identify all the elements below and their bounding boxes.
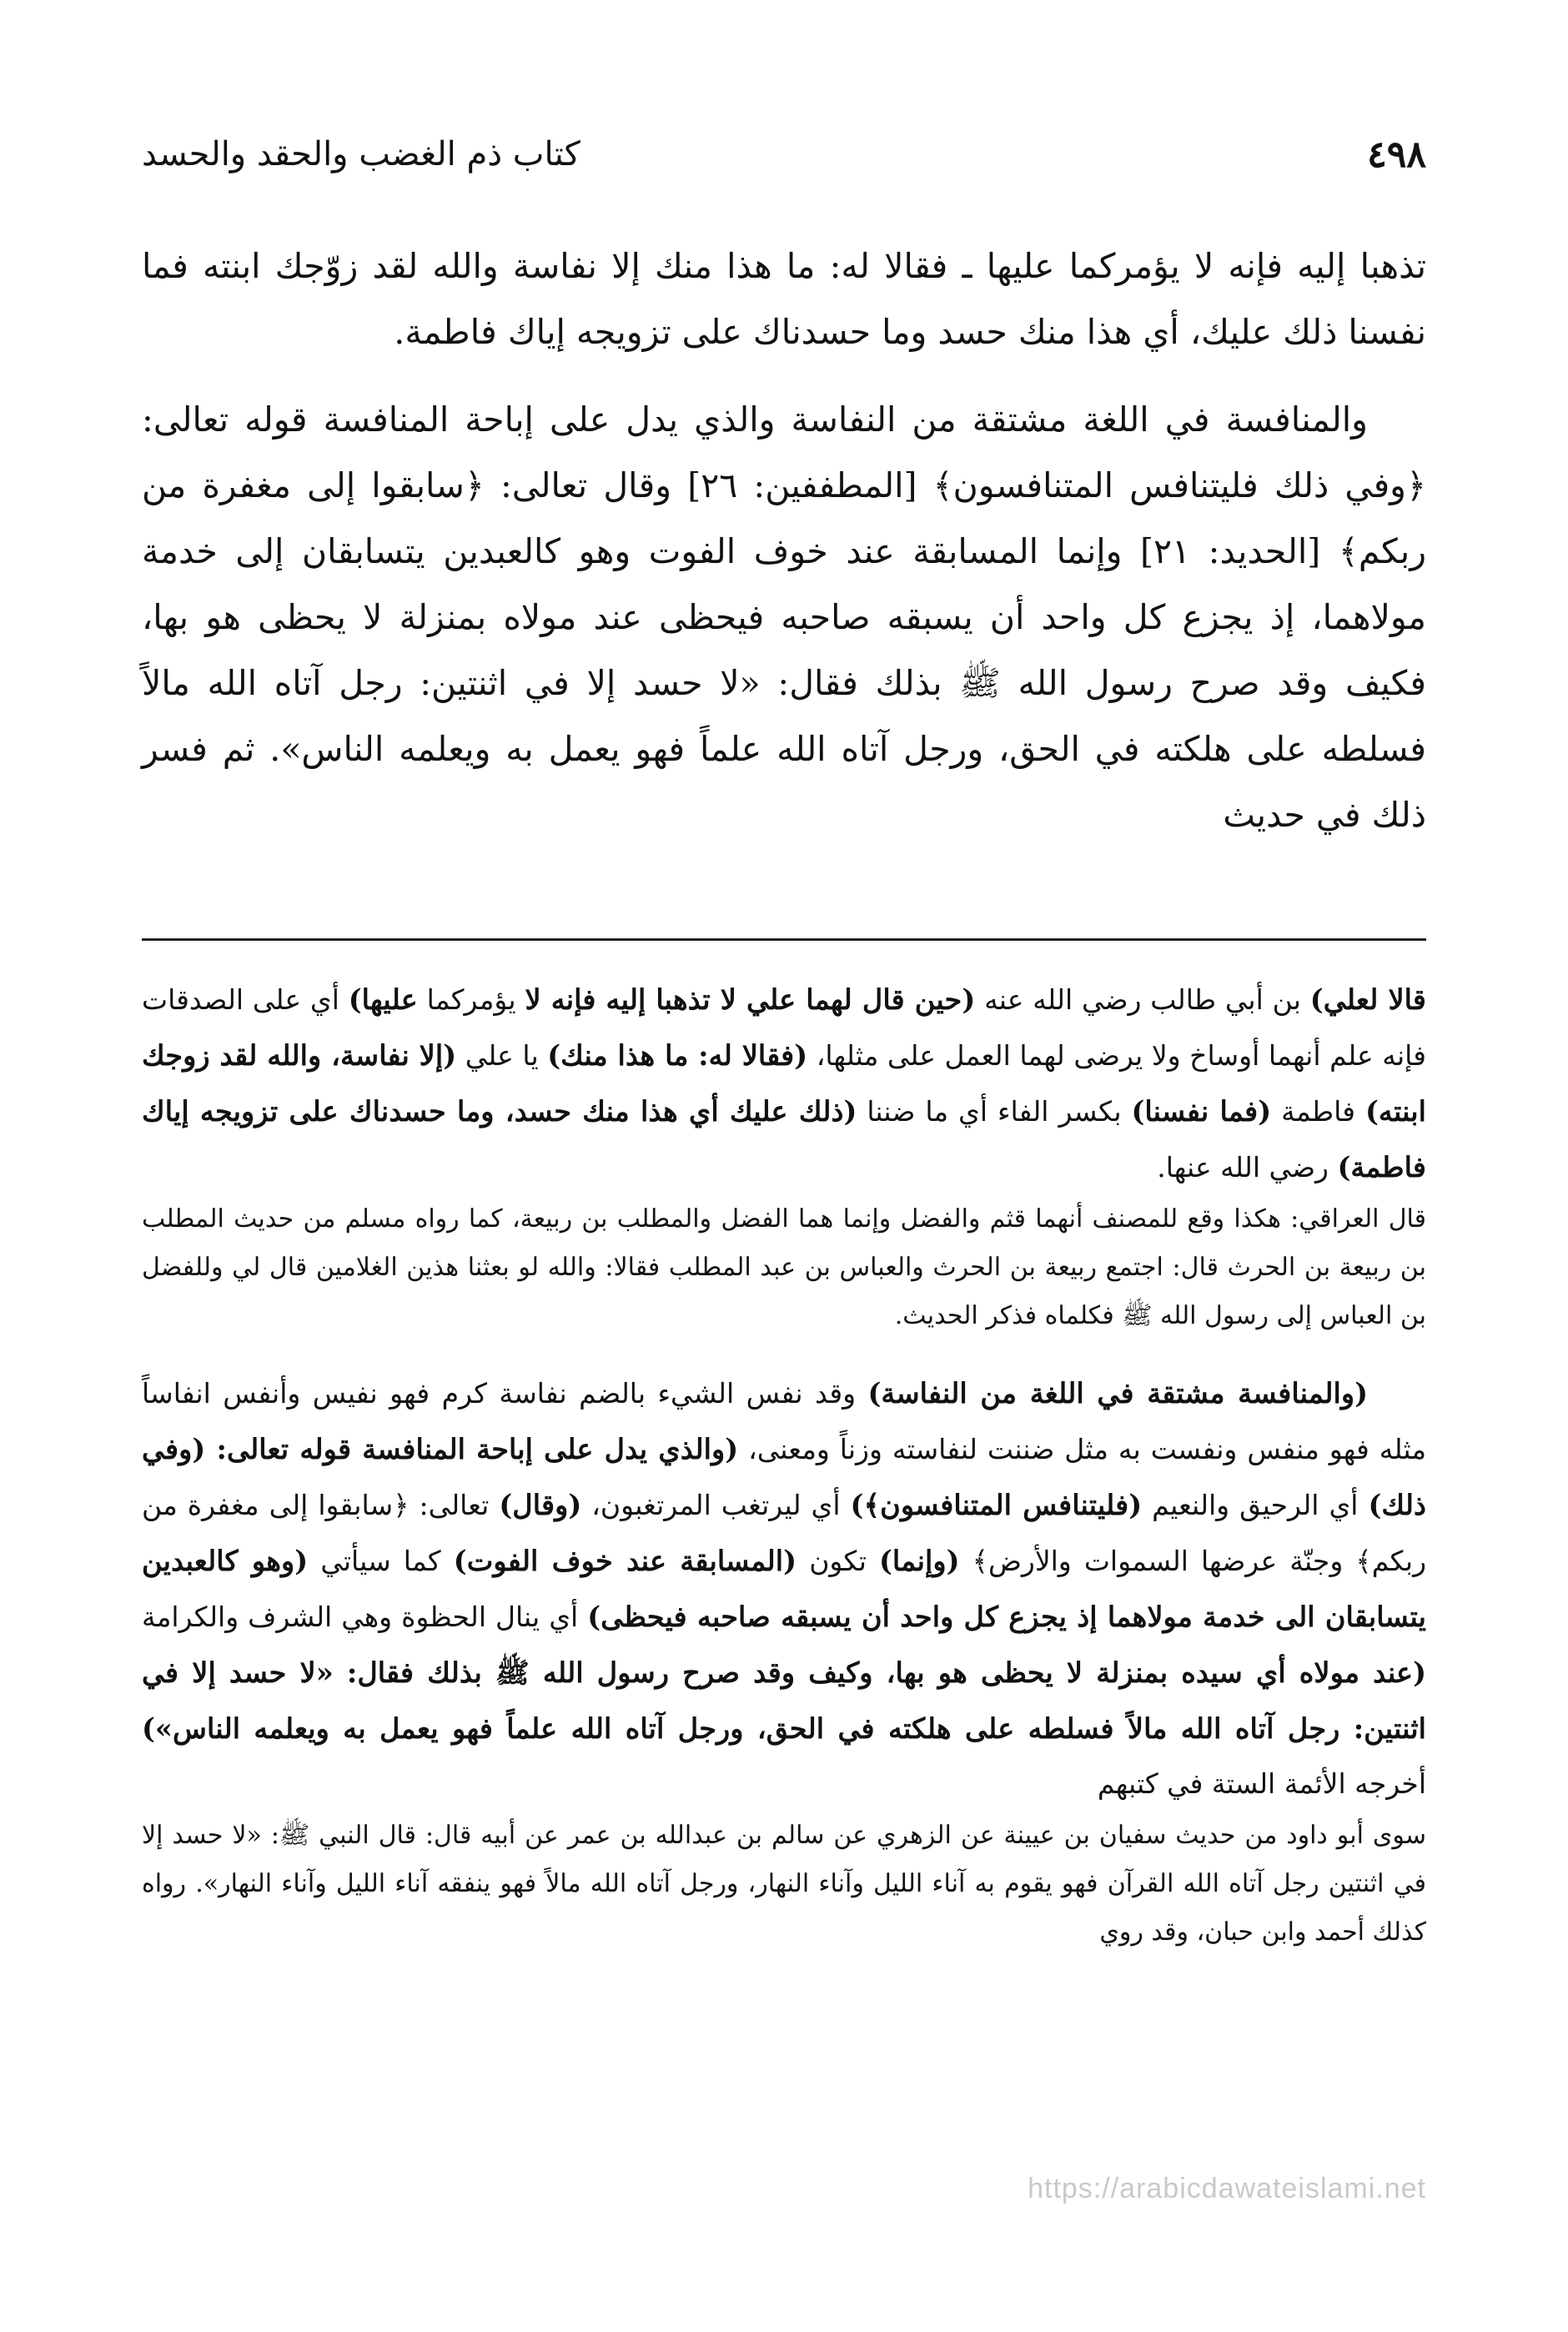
page-number: ٤٩٨ bbox=[1367, 133, 1426, 176]
commentary-bold: (فقالا له: ما هذا منك) bbox=[547, 1038, 808, 1072]
commentary-text: يا علي bbox=[456, 1039, 548, 1072]
page-header bbox=[142, 125, 1426, 183]
main-paragraph-1: تذهبا إليه فإنه لا يؤمركما عليها ـ فقالا له: ما هذا منك إلا نفاسة والله لقد زوّجك ابنته فما نفسنا ذلك عليك، أي هذا منك حسد وما حسدناك على تزويجه إياك فاطمة. bbox=[142, 246, 1426, 352]
commentary-text: يؤمركما bbox=[417, 983, 525, 1016]
commentary-text: كما سيأتي bbox=[308, 1545, 454, 1577]
commentary-paragraph-3 bbox=[142, 1365, 1426, 1812]
commentary-bold: (وإنما) bbox=[879, 1544, 960, 1577]
commentary-text: أي ليرتغب المرتغبون، bbox=[581, 1489, 851, 1521]
commentary-bold: (حين قال لهما علي لا تذهبا إليه فإنه لا bbox=[525, 983, 976, 1016]
commentary-bold: (المسابقة عند خوف الفوت) bbox=[453, 1544, 797, 1577]
commentary-bold: عليها) bbox=[348, 983, 418, 1016]
commentary-bold: (والذي يدل على إباحة المنافسة قوله تعالى: (وفي ذلك) bbox=[142, 1432, 1426, 1521]
commentary-text: أي على الصدقات فإنه علم أنهما أوساخ ولا يرضى لهما العمل على مثلها، bbox=[142, 983, 1426, 1072]
commentary-bold: (عند مولاه أي سيده بمنزلة لا يحظى هو بها، وكيف وقد صرح رسول الله ﷺ بذلك فقال: «لا حسد إلا في اثنتين: رجل آتاه الله مالاً فسلطه على هلكته في الحق، ورجل آتاه الله علماً فهو يعمل به ويعلمه الناس») bbox=[142, 1656, 1426, 1745]
commentary-text: بكسر الفاء أي ما ضننا bbox=[857, 1095, 1132, 1128]
main-paragraph-2: والمنافسة في اللغة مشتقة من النفاسة والذي يدل على إباحة المنافسة قوله تعالى: ﴿وفي ذلك فليتنافس المتنافسون﴾ [المطففين: ٢٦] وقال تعالى: ﴿سابقوا إلى مغفرة من ربكم﴾ [الحديد: ٢١] وإنما المسابقة عند خوف الفوت وهو كالعبدين يتسابقان إلى خدمة مولاهما، إذ يجزع كل واحد أن يسبقه صاحبه فيحظى عند مولاه بمنزلة لا يحظى هو بها، فكيف وقد صرح رسول الله ﷺ بذلك فقال: «لا حسد إلا في اثنتين: رجل آتاه الله مالاً فسلطه على هلكته في الحق، ورجل آتاه الله علماً فهو يعمل به ويعلمه الناس». ثم فسر ذلك في حديث bbox=[142, 400, 1426, 835]
commentary-bold: (والمنافسة مشتقة في اللغة من النفاسة) bbox=[867, 1376, 1368, 1410]
commentary-bold: (وقال) bbox=[499, 1488, 582, 1521]
commentary-text: أي الرحيق والنعيم bbox=[1142, 1489, 1369, 1521]
watermark-url: https://arabicdawateislami.net bbox=[1028, 2173, 1426, 2204]
commentary-bold: (وهو كالعبدين يتسابقان الى خدمة مولاهما إذ يجزع كل واحد أن يسبقه صاحبه فيحظى) bbox=[142, 1544, 1427, 1633]
commentary-text: وقد نفس الشيء بالضم نفاسة كرم فهو نفيس وأنفس انفاساً مثله فهو منفس ونفست به مثل ضننت لنفاسته وزناً ومعنى، bbox=[142, 1377, 1427, 1465]
commentary-paragraph-4: سوى أبو داود من حديث سفيان بن عيينة عن الزهري عن سالم بن عبدالله بن عمر عن أبيه قال: قال النبي ﷺ: «لا حسد إلا في اثنتين رجل آتاه الله القرآن فهو يقوم به آناء الليل وآناء النهار، ورجل آتاه الله مالاً فهو ينفقه آناء الليل وآناء النهار». رواه كذلك أحمد وابن حبان، وقد روي bbox=[142, 1821, 1426, 1947]
commentary-text: بن أبي طالب رضي الله عنه bbox=[975, 983, 1310, 1016]
commentary-bold: (ذلك عليك أي هذا منك حسد، وما حسدناك على تزويجه إياك فاطمة) bbox=[142, 1094, 1426, 1184]
commentary-bold: (فما نفسنا) bbox=[1131, 1094, 1272, 1128]
commentary-text: فاطمة bbox=[1271, 1095, 1365, 1128]
commentary-section bbox=[142, 972, 1426, 1957]
commentary-text: تكون bbox=[797, 1545, 879, 1577]
footnote-divider bbox=[142, 938, 1426, 941]
commentary-text: أي ينال الحظوة وهي الشرف والكرامة bbox=[142, 1601, 588, 1633]
commentary-paragraph-1 bbox=[142, 972, 1426, 1195]
main-text bbox=[142, 234, 1426, 848]
commentary-text: تعالى: ﴿سابقوا إلى مغفرة من ربكم﴾ وجنّة عرضها السموات والأرض﴾ bbox=[142, 1489, 1427, 1577]
commentary-bold: (فليتنافس المتنافسون﴾) bbox=[850, 1488, 1143, 1521]
commentary-text: أخرجه الأئمة الستة في كتبهم bbox=[1097, 1767, 1426, 1800]
commentary-text: رضي الله عنها. bbox=[1157, 1151, 1338, 1184]
commentary-bold: قالا لعلي) bbox=[1309, 983, 1426, 1016]
commentary-paragraph-2: قال العراقي: هكذا وقع للمصنف أنهما قثم والفضل وإنما هما الفضل والمطلب بن ربيعة، كما رواه مسلم من حديث المطلب بن ربيعة بن الحرث قال: اجتمع ربيعة بن الحرث والعباس بن عبد المطلب فقالا: والله لو بعثنا هذين الغلامين قال لي وللفضل بن العباس إلى رسول الله ﷺ فكلماه فذكر الحديث. bbox=[142, 1204, 1426, 1330]
commentary-bold: (إلا نفاسة، والله لقد زوجك ابنته) bbox=[142, 1038, 1426, 1128]
running-title: كتاب ذم الغضب والحقد والحسد bbox=[142, 135, 580, 173]
